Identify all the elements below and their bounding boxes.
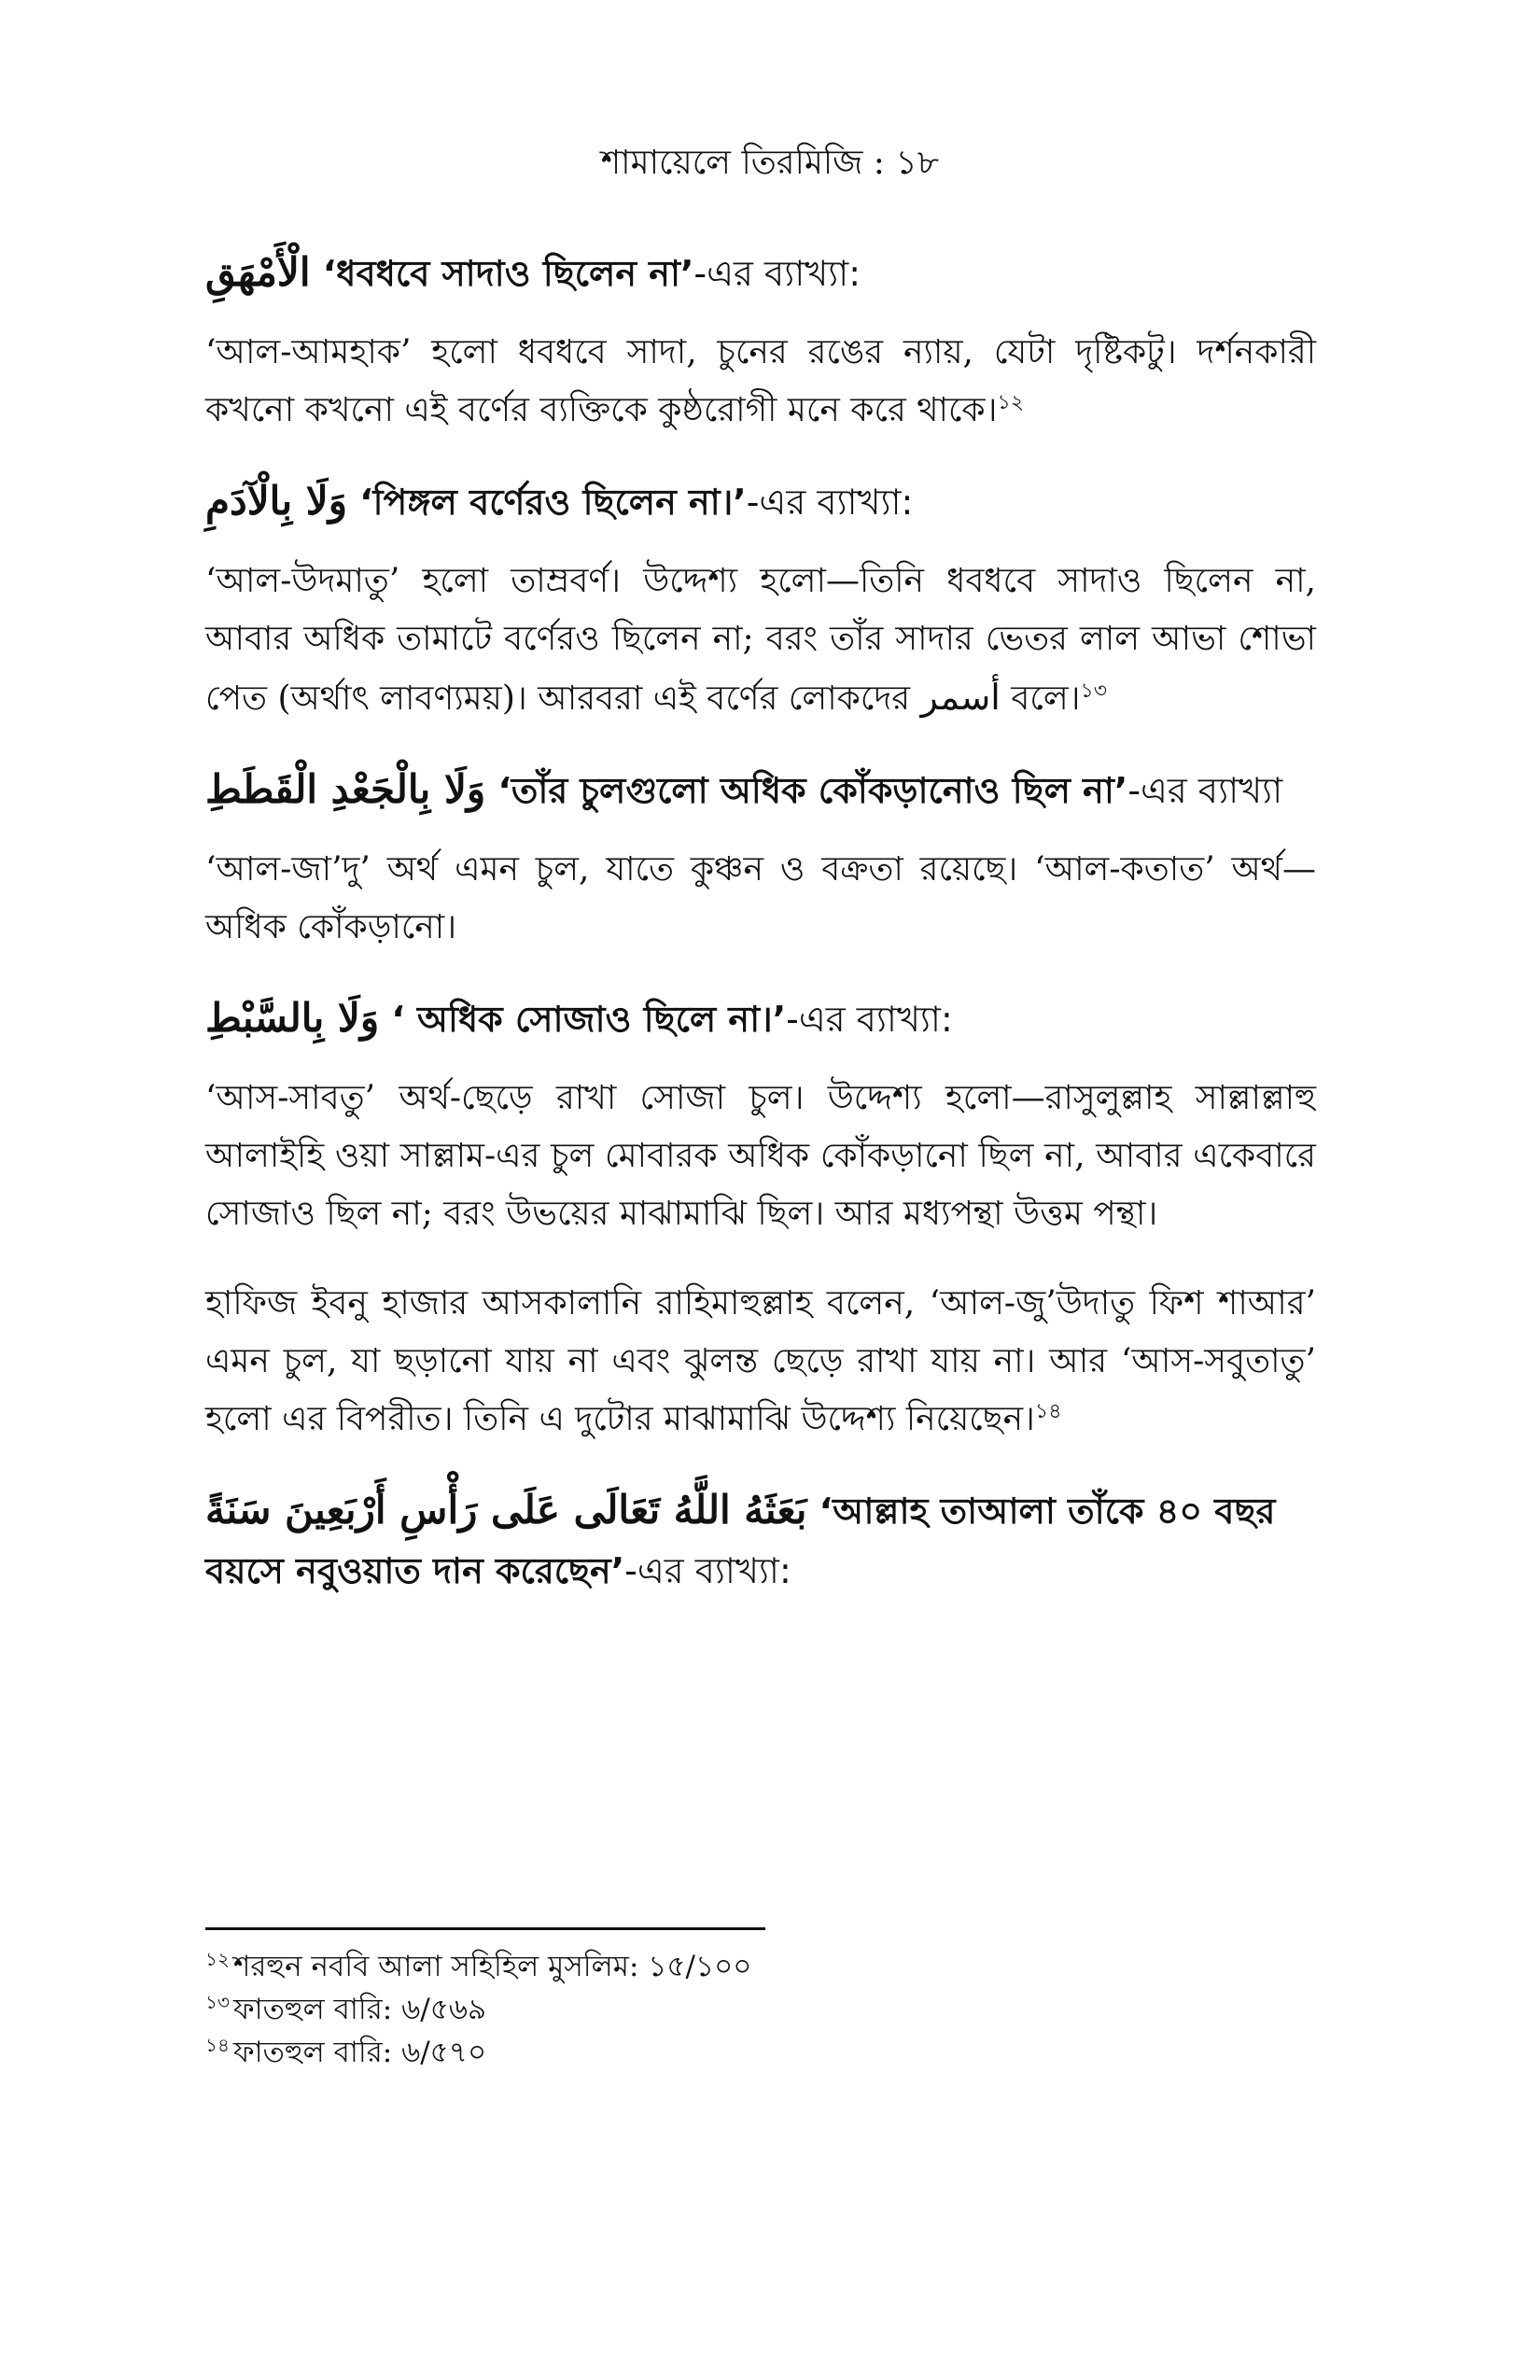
paragraph [205,553,1316,728]
heading-tail: -এর ব্যাখ্যা: [746,482,914,523]
paragraph-text: হাফিজ ইবনু হাজার আসকালানি রাহিমাহুল্লাহ বলেন, ‘আল-জু’উদাতু ফিশ শাআর’ এমন চুল, যা ছড়ানো যায় না এবং ঝুলন্ত ছেড়ে রাখা যায় না। আর ‘আস-সবুতাতু’ হলো এর বিপরীত। তিনি এ দুটোর মাঝামাঝি উদ্দেশ্য নিয়েছেন। [205,1284,1316,1438]
footnote-number: ১৪ [205,2033,230,2056]
heading-quote: ‘আল্লাহ তাআলা তাঁকে ৪০ বছর বয়সে নবুওয়াত দান করেছেন’ [205,1491,1276,1591]
arabic-term: الْأَمْهَقِ [205,249,311,295]
heading-tail: -এর ব্যাখ্যা [1127,770,1283,811]
heading-quote: ‘পিঙ্গল বর্ণেরও ছিলেন না।’ [359,482,747,523]
section-heading [205,1480,1316,1601]
section-heading [205,760,1316,820]
paragraph [205,1070,1316,1243]
footnote [205,1988,1316,2031]
heading-tail: -এর ব্যাখ্যা: [693,253,861,294]
arabic-term: وَلَا بِالْآدَمِ [205,478,348,524]
footnote-text: ফাতহুল বারি: ৬/৫৬৯ [232,1993,487,2026]
section-heading [205,988,1316,1049]
heading-quote: ‘ অধিক সোজাও ছিলে না।’ [391,999,787,1040]
footnote-divider [205,1927,765,1930]
paragraph-text: ‘আল-আমহাক’ হলো ধবধবে সাদা, চুনের রঙের ন্যায়, যেটা দৃষ্টিকটু। দর্শনকারী কখনো কখনো এই বর্ণের ব্যক্তিকে কুষ্ঠরোগী মনে করে থাকে। [205,333,1316,429]
section-heading [205,243,1316,303]
paragraph-text: ‘আল-জা’দু’ অর্থ এমন চুল, যাতে কুঞ্চন ও বক্রতা রয়েছে। ‘আল-কতাত’ অর্থ—অধিক কোঁকড়ানো। [205,850,1316,946]
paragraph-text: ‘আল-উদমাতু’ হলো তাম্রবর্ণ। উদ্দেশ্য হলো—তিনি ধবধবে সাদাও ছিলেন না, আবার অধিক তামাটে বর্ণেরও ছিলেন না; বরং তাঁর সাদার ভেতর লাল আভা শোভা পেত (অর্থাৎ লাবণ্যময়)। আরবরা এই বর্ণের লোকদের [205,562,1316,718]
footnote-ref: ১৪ [1034,1400,1062,1423]
paragraph [205,1275,1316,1449]
section-heading [205,471,1316,532]
heading-tail: -এর ব্যাখ্যা: [786,999,953,1040]
arabic-term: بَعَثَهُ اللَّهُ تَعَالَى عَلَى رَأْسِ أَرْبَعِينَ سَنَةً [205,1487,807,1533]
heading-tail: -এর ব্যাখ্যা: [624,1550,791,1591]
footnote-text: ফাতহুল বারি: ৬/৫৭০ [232,2036,487,2069]
paragraph-text-after: বলে। [1011,679,1081,718]
heading-quote: ‘ধবধবে সাদাও ছিলেন না’ [322,253,694,294]
footnote-number: ১৩ [205,1990,230,2013]
arabic-inline-word: أسمر [920,677,1001,718]
running-head: শামায়েলে তিরমিজি : ১৮ [600,144,940,182]
arabic-term: وَلَا بِالسَّبْطِ [205,995,380,1041]
footnote [205,2031,1316,2074]
heading-quote: ‘তাঁর চুলগুলো অধিক কোঁকড়ানোও ছিল না’ [497,770,1128,811]
paragraph-text: ‘আস-সাবতু’ অর্থ-ছেড়ে রাখা সোজা চুল। উদ্দেশ্য হলো—রাসুলুল্লাহ সাল্লাল্লাহু আলাইহি ওয়া সাল্লাম-এর চুল মোবারক অধিক কোঁকড়ানো ছিল না, আবার একেবারে সোজাও ছিল না; বরং উভয়ের মাঝামাঝি ছিল। আর মধ্যপন্থা উত্তম পন্থা। [205,1079,1316,1233]
footnote [205,1945,1316,1988]
arabic-term: وَلَا بِالْجَعْدِ الْقَطَطِ [205,766,486,812]
page-body [205,243,1316,1621]
footnote-text: শরহুন নববি আলা সহিহিল মুসলিম: ১৫/১০০ [232,1950,752,1983]
footnote-ref: ১২ [997,391,1025,414]
footnote-ref: ১৩ [1080,679,1108,703]
footnotes [205,1927,1316,2074]
footnote-number: ১২ [205,1947,230,1970]
paragraph [205,841,1316,957]
paragraph [205,324,1316,440]
